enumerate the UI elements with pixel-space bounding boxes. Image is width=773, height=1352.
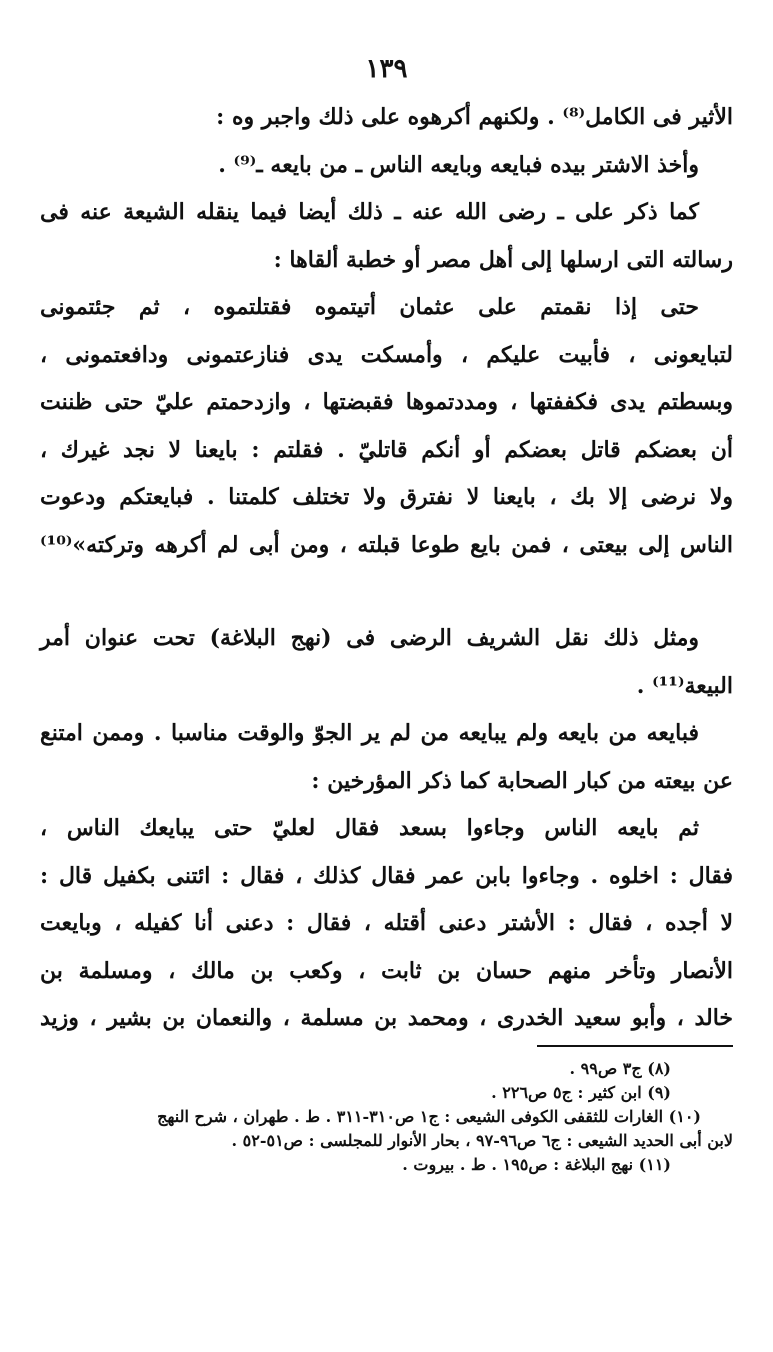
footnote: (١٠) الغارات للثقفى الكوفى الشيعى : ج١ ص٣١٠-٣١١ . ط . طهران ، شرح النهج xyxy=(157,1106,701,1126)
text-line: فقال : اخلوه . وجاءوا بابن عمر فقال كذلك ، فقال : ائتنى بكفيل قال : xyxy=(40,862,733,889)
text-line: أن بعضكم قاتل بعضكم أو أنكم قاتليّ . فقلتم : بايعنا لا نجد غيرك ، xyxy=(40,436,733,463)
page-number: ١٣٩ xyxy=(365,54,408,84)
body-text xyxy=(40,94,733,1043)
text-line: حتى إذا نقمتم على عثمان أتيتموه فقتلتموه ، ثم جئتمونى xyxy=(40,294,699,320)
text-line: الأثير فى الكامل⁽⁸⁾ . ولكنهم أكرهوه على ذلك واجبر وه : xyxy=(216,104,733,130)
text-line: وأخذ الاشتر بيده فبايعه وبايعه الناس ـ من بايعه ـ⁽⁹⁾ . xyxy=(218,151,699,178)
text-line: رسالته التى ارسلها إلى أهل مصر أو خطبة ألقاها : xyxy=(273,246,733,273)
text-line: كما ذكر على ـ رضى الله عنه ـ ذلك أيضا فيما ينقله الشيعة عنه فى xyxy=(40,199,699,225)
text-line: فبايعه من بايعه ولم يبايعه من لم ير الجوّ والوقت مناسبا . وممن امتنع xyxy=(40,720,699,746)
text-line: ثم بايعه الناس وجاءوا بسعد فقال لعليّ حتى يبايعك الناس ، xyxy=(40,815,699,841)
text-line: ومثل ذلك نقل الشريف الرضى فى (نهج البلاغة) تحت عنوان أمر xyxy=(40,625,699,651)
text-line: ولا نرضى إلا بك ، بايعنا لا نفترق ولا تختلف كلمتنا . فبايعتكم ودعوت xyxy=(40,484,733,510)
text-line: خالد ، وأبو سعيد الخدرى ، ومحمد بن مسلمة ، والنعمان بن بشير ، وزيد xyxy=(40,1005,733,1031)
footnote: (٨) ج٣ ص٩٩ . xyxy=(569,1058,671,1078)
footnote: (٩) ابن كثير : ج٥ ص٢٢٦ . xyxy=(491,1082,671,1102)
paragraph-gap xyxy=(40,569,733,615)
text-line: عن بيعته من كبار الصحابة كما ذكر المؤرخين : xyxy=(311,767,733,794)
footnote: لابن أبى الحديد الشيعى : ج٦ ص٩٦-٩٧ ، بحار الأنوار للمجلسى : ص٥١-٥٢ . xyxy=(231,1130,733,1150)
footnotes xyxy=(40,1057,733,1177)
text-line: الناس إلى بيعتى ، فمن بايع طوعا قبلته ، ومن أبى لم أكرهه وتركته»⁽¹⁰⁾ xyxy=(40,531,733,558)
text-line: وبسطتم يدى فكففتها ، ومددتموها فقبضتها ، وازدحمتم عليّ حتى ظننت xyxy=(40,389,733,415)
footnote: (١١) نهج البلاغة : ص١٩٥ . ط . بيروت . xyxy=(402,1154,671,1174)
text-line: البيعة⁽¹¹⁾ . xyxy=(636,672,733,699)
footnote-separator xyxy=(537,1045,733,1047)
text-line: لا أجده ، فقال : الأشتر دعنى أقتله ، فقال : دعنى أنا كفيله ، وبايعت xyxy=(40,910,733,936)
text-line: الأنصار وتأخر منهم حسان بن ثابت ، وكعب بن مالك ، ومسلمة بن xyxy=(40,957,733,984)
text-line: لتبايعونى ، فأبيت عليكم ، وأمسكت يدى فنازعتمونى ودافعتمونى ، xyxy=(40,341,733,368)
